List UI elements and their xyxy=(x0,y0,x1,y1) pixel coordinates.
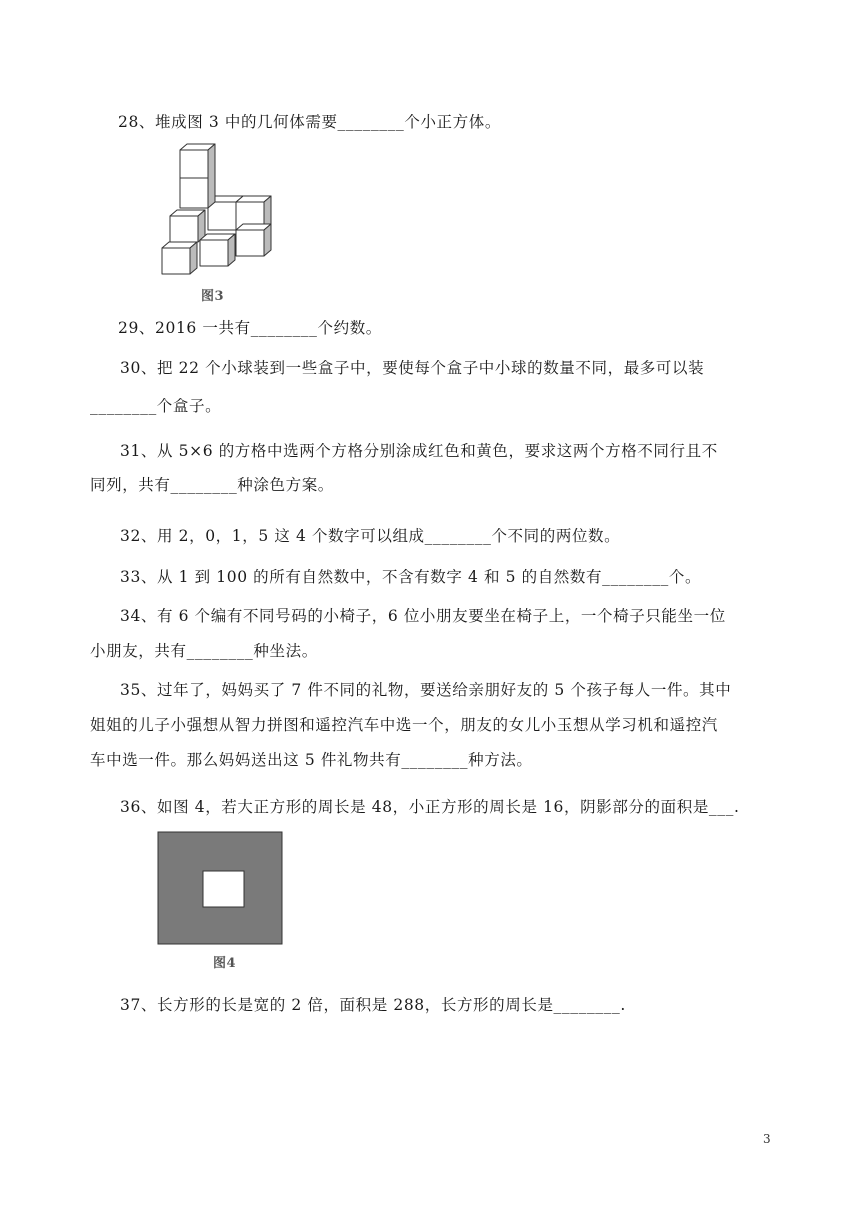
question-37: 37、长方形的长是宽的 2 倍，面积是 288，长方形的周长是________. xyxy=(120,996,626,1014)
question-30-line-1: 30、把 22 个小球装到一些盒子中，要使每个盒子中小球的数量不同，最多可以装 xyxy=(120,359,705,377)
page-number: 3 xyxy=(763,1132,771,1146)
question-32: 32、用 2，0，1，5 这 4 个数字可以组成________个不同的两位数。 xyxy=(120,527,621,545)
question-35-line-1: 35、过年了，妈妈买了 7 件不同的礼物，要送给亲朋好友的 5 个孩子每人一件。其中 xyxy=(120,681,732,699)
question-36: 36、如图 4，若大正方形的周长是 48，小正方形的周长是 16，阴影部分的面积是___. xyxy=(120,798,740,816)
figure-3-caption: 图3 xyxy=(201,289,225,304)
question-34-line-2: 小朋友，共有________种坐法。 xyxy=(90,642,318,660)
question-35-line-2: 姐姐的儿子小强想从智力拼图和遥控汽车中选一个，朋友的女儿小玉想从学习机和遥控汽 xyxy=(90,716,718,734)
figure-3-cube-stack xyxy=(156,140,278,278)
figure-4-square-shaded xyxy=(157,831,283,945)
question-31-line-1: 31、从 5×6 的方格中选两个方格分别涂成红色和黄色，要求这两个方格不同行且不 xyxy=(120,442,718,460)
question-33: 33、从 1 到 100 的所有自然数中，不含有数字 4 和 5 的自然数有________个。 xyxy=(120,568,702,586)
inner-square xyxy=(203,871,244,907)
question-29: 29、2016 一共有________个约数。 xyxy=(118,319,382,337)
question-35-line-3: 车中选一件。那么妈妈送出这 5 件礼物共有________种方法。 xyxy=(90,751,533,769)
question-31-line-2: 同列，共有________种涂色方案。 xyxy=(90,476,334,494)
question-30-line-2: ________个盒子。 xyxy=(90,397,222,415)
figure-4-caption: 图4 xyxy=(213,956,237,971)
question-34-line-1: 34、有 6 个编有不同号码的小椅子，6 位小朋友要坐在椅子上，一个椅子只能坐一位 xyxy=(120,607,726,625)
question-28: 28、堆成图 3 中的几何体需要________个小正方体。 xyxy=(118,113,501,131)
